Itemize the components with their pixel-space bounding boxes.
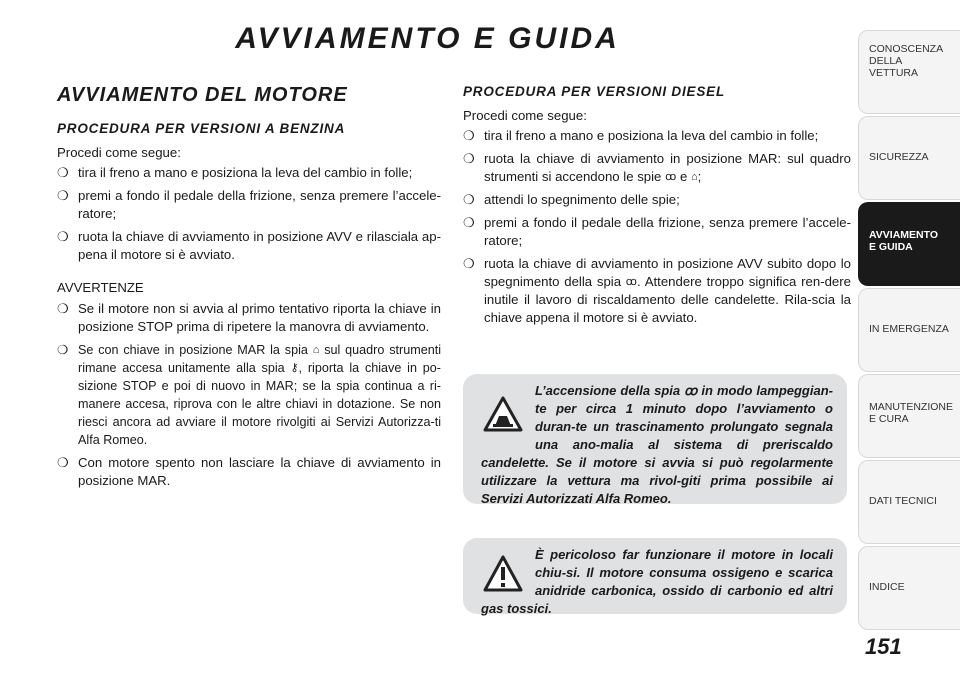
- left-column: [57, 84, 441, 495]
- right-column: [463, 84, 851, 332]
- list-item: ❍ Se con chiave in posizione MAR la spia ⌂ sul quadro strumenti rimane accesa unitamente alla spia ⚷, riporta la chiave in po-sizione STOP e poi di nuovo in MAR; se la spia continua a ri-manere accesa, riprova con le altre chiavi in dotazione. Se non riesci ancora ad avviare il motore rivolgiti ai Servizi Autorizza-ti Alfa Romeo.: [57, 343, 441, 447]
- glow-plug-icon: ꝏ: [625, 276, 638, 288]
- list-item: ❍ tira il freno a mano e posiziona la leva del cambio in folle;: [57, 165, 413, 180]
- diesel-subheading: PROCEDURA PER VERSIONI DIESEL: [463, 84, 725, 99]
- tab-sicurezza[interactable]: SICUREZZA: [858, 116, 960, 200]
- page-number: 151: [865, 634, 902, 659]
- list-item: ❍ premi a fondo il pedale della frizione, senza premere l’accele-ratore;: [57, 188, 441, 221]
- list-item: ❍ tira il freno a mano e posiziona la leva del cambio in folle;: [463, 128, 819, 143]
- glow-plug-warning-text: L’accensione della spia ꝏ in modo lampeggian-te per circa 1 minuto dopo l’avviamento o duran-te un trascinamento prolungato segnala una ano-malia al sistema di preriscaldo candelette. Se il motore si avvia si può regolarmente utilizzare la vettura ma rivol-giti prima possibile ai Servizi Autorizzati Alfa Romeo.: [481, 383, 833, 506]
- list-item: ❍ premi a fondo il pedale della frizione, senza premere l’accele-ratore;: [463, 215, 851, 248]
- bullet-icon: ❍: [57, 301, 69, 316]
- road-hazard-icon: [481, 392, 525, 436]
- glow-plug-icon: ꝏ: [665, 171, 677, 183]
- engine-warning-icon: ⌂: [690, 171, 698, 183]
- exhaust-danger-text: È pericoloso far funzionare il motore in locali chiu-si. Il motore consuma ossigeno e scarica anidride carbonica, ossido di carbonio ed altri gas tossici.: [481, 547, 833, 616]
- bullet-icon: ❍: [463, 128, 475, 143]
- chapter-tabs: [858, 30, 960, 632]
- page-title: AVVIAMENTO E GUIDA: [235, 22, 620, 55]
- bullet-icon: ❍: [57, 229, 69, 244]
- warnings-list: [57, 300, 441, 490]
- exhaust-danger-box: [463, 538, 847, 614]
- warnings-title: AVVERTENZE: [57, 280, 144, 295]
- tab-avviamento[interactable]: AVVIAMENTO E GUIDA: [858, 202, 960, 286]
- petrol-intro: Procedi come segue:: [57, 145, 181, 160]
- glow-plug-warning-box: [463, 374, 847, 504]
- bullet-icon: ❍: [57, 455, 69, 470]
- glow-plug-icon: ꝏ: [684, 383, 698, 398]
- list-item: ❍ Se il motore non si avvia al primo tentativo riporta la chiave in posizione STOP prima di ripetere la manovra di avviamento.: [57, 301, 441, 334]
- immobilizer-icon: ⚷: [290, 362, 299, 374]
- tab-emergenza[interactable]: IN EMERGENZA: [858, 288, 960, 372]
- diesel-steps: [463, 127, 851, 327]
- section-heading: AVVIAMENTO DEL MOTORE: [57, 84, 348, 106]
- list-item: ❍ ruota la chiave di avviamento in posizione MAR: sul quadro strumenti si accendono le spie ꝏ e ⌂;: [463, 151, 851, 184]
- tab-conoscenza[interactable]: CONOSCENZA DELLA VETTURA: [858, 30, 960, 114]
- bullet-icon: ❍: [463, 192, 475, 207]
- engine-warning-icon: ⌂: [312, 344, 320, 356]
- bullet-icon: ❍: [57, 165, 69, 180]
- tab-indice[interactable]: INDICE: [858, 546, 960, 630]
- list-item: ❍ ruota la chiave di avviamento in posizione AVV subito dopo lo spegnimento della spia ꝏ. Attendere troppo significa ren-dere inutile il lavoro di riscaldamento delle candelette. Rila-scia la chiave appena il motore si è avviato.: [463, 256, 851, 325]
- bullet-icon: ❍: [57, 188, 69, 203]
- list-item: ❍ ruota la chiave di avviamento in posizione AVV e rilasciala ap-pena il motore si è avviato.: [57, 229, 441, 262]
- bullet-icon: ❍: [463, 151, 475, 166]
- warning-triangle-icon: [481, 552, 525, 596]
- petrol-steps: [57, 164, 441, 264]
- list-item: ❍ Con motore spento non lasciare la chiave di avviamento in posizione MAR.: [57, 455, 441, 488]
- diesel-intro: Procedi come segue:: [463, 108, 587, 123]
- list-item: ❍ attendi lo spegnimento delle spie;: [463, 192, 680, 207]
- bullet-icon: ❍: [57, 343, 69, 357]
- tab-dati-tecnici[interactable]: DATI TECNICI: [858, 460, 960, 544]
- petrol-subheading: PROCEDURA PER VERSIONI A BENZINA: [57, 121, 346, 136]
- tab-manutenzione[interactable]: MANUTENZIONE E CURA: [858, 374, 960, 458]
- bullet-icon: ❍: [463, 256, 475, 271]
- bullet-icon: ❍: [463, 215, 475, 230]
